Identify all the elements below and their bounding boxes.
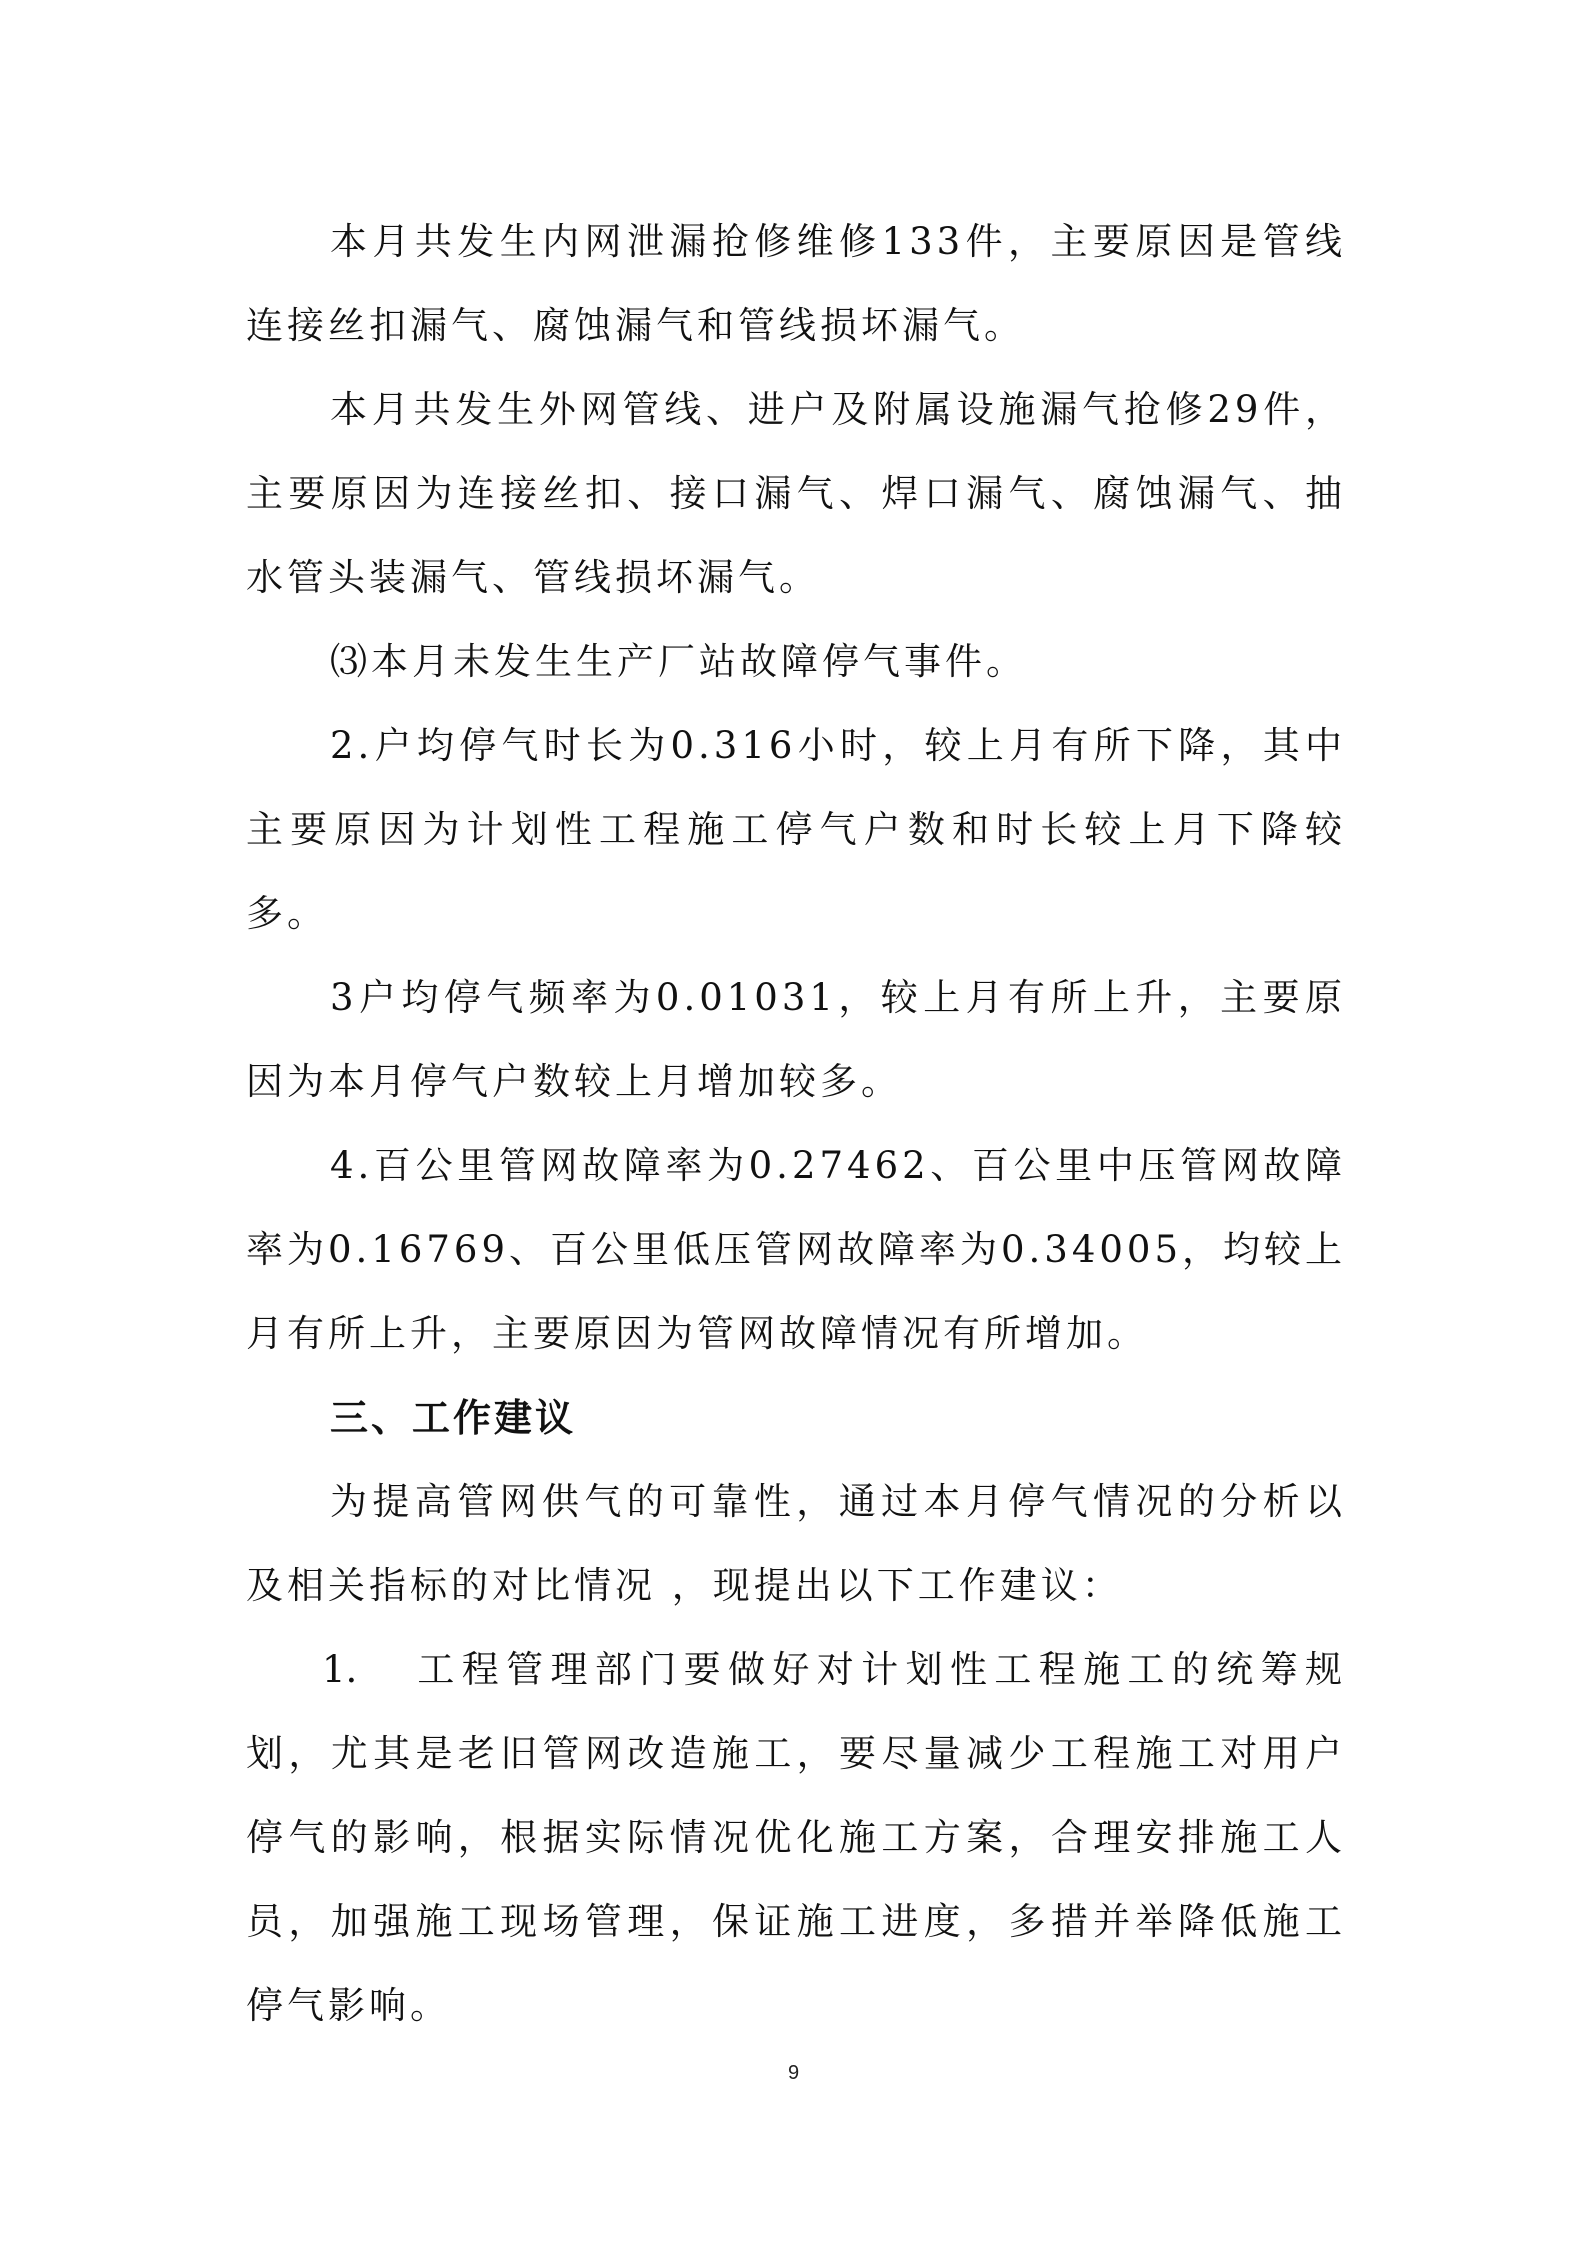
paragraph-recommendation-intro: 为提高管网供气的可靠性，通过本月停气情况的分析以及相关指标的对比情况 ，现提出以下工作建议： [246, 1480, 1346, 1607]
page-number: 9 [787, 2062, 800, 2084]
paragraph-internal-leak-repairs: 本月共发生内网泄漏抢修维修133件，主要原因是管线连接丝扣漏气、腐蚀漏气和管线损坏漏气。 [246, 220, 1346, 347]
section-heading: 三、工作建议 [330, 1396, 577, 1440]
list-item [246, 1628, 1346, 2048]
paragraph-plant-station-outage: ⑶本月未发生生产厂站故障停气事件。 [330, 640, 1027, 683]
paragraph-outage-frequency: 3户均停气频率为0.01031，较上月有所上升，主要原因为本月停气户数较上月增加较多。 [246, 976, 1346, 1103]
list-item-text: 工程管理部门要做好对计划性工程施工的统筹规划，尤其是老旧管网改造施工，要尽量减少工程施工对用户停气的影响，根据实际情况优化施工方案，合理安排施工人员，加强施工现场管理，保证施工进度，多措并举降低施工停气影响。 [246, 1648, 1346, 2027]
page-content [246, 200, 1346, 2048]
paragraph-outage-duration: 2.户均停气时长为0.316小时，较上月有所下降，其中主要原因为计划性工程施工停气户数和时长较上月下降较多。 [246, 724, 1346, 935]
list-item-number: 1. [322, 1648, 358, 1691]
paragraph-external-leak-repairs: 本月共发生外网管线、进户及附属设施漏气抢修29件，主要原因为连接丝扣、接口漏气、焊口漏气、腐蚀漏气、抽水管头装漏气、管线损坏漏气。 [246, 388, 1346, 599]
paragraph-network-failure-rate: 4.百公里管网故障率为0.27462、百公里中压管网故障率为0.16769、百公里低压管网故障率为0.34005，均较上月有所上升，主要原因为管网故障情况有所增加。 [246, 1144, 1347, 1355]
